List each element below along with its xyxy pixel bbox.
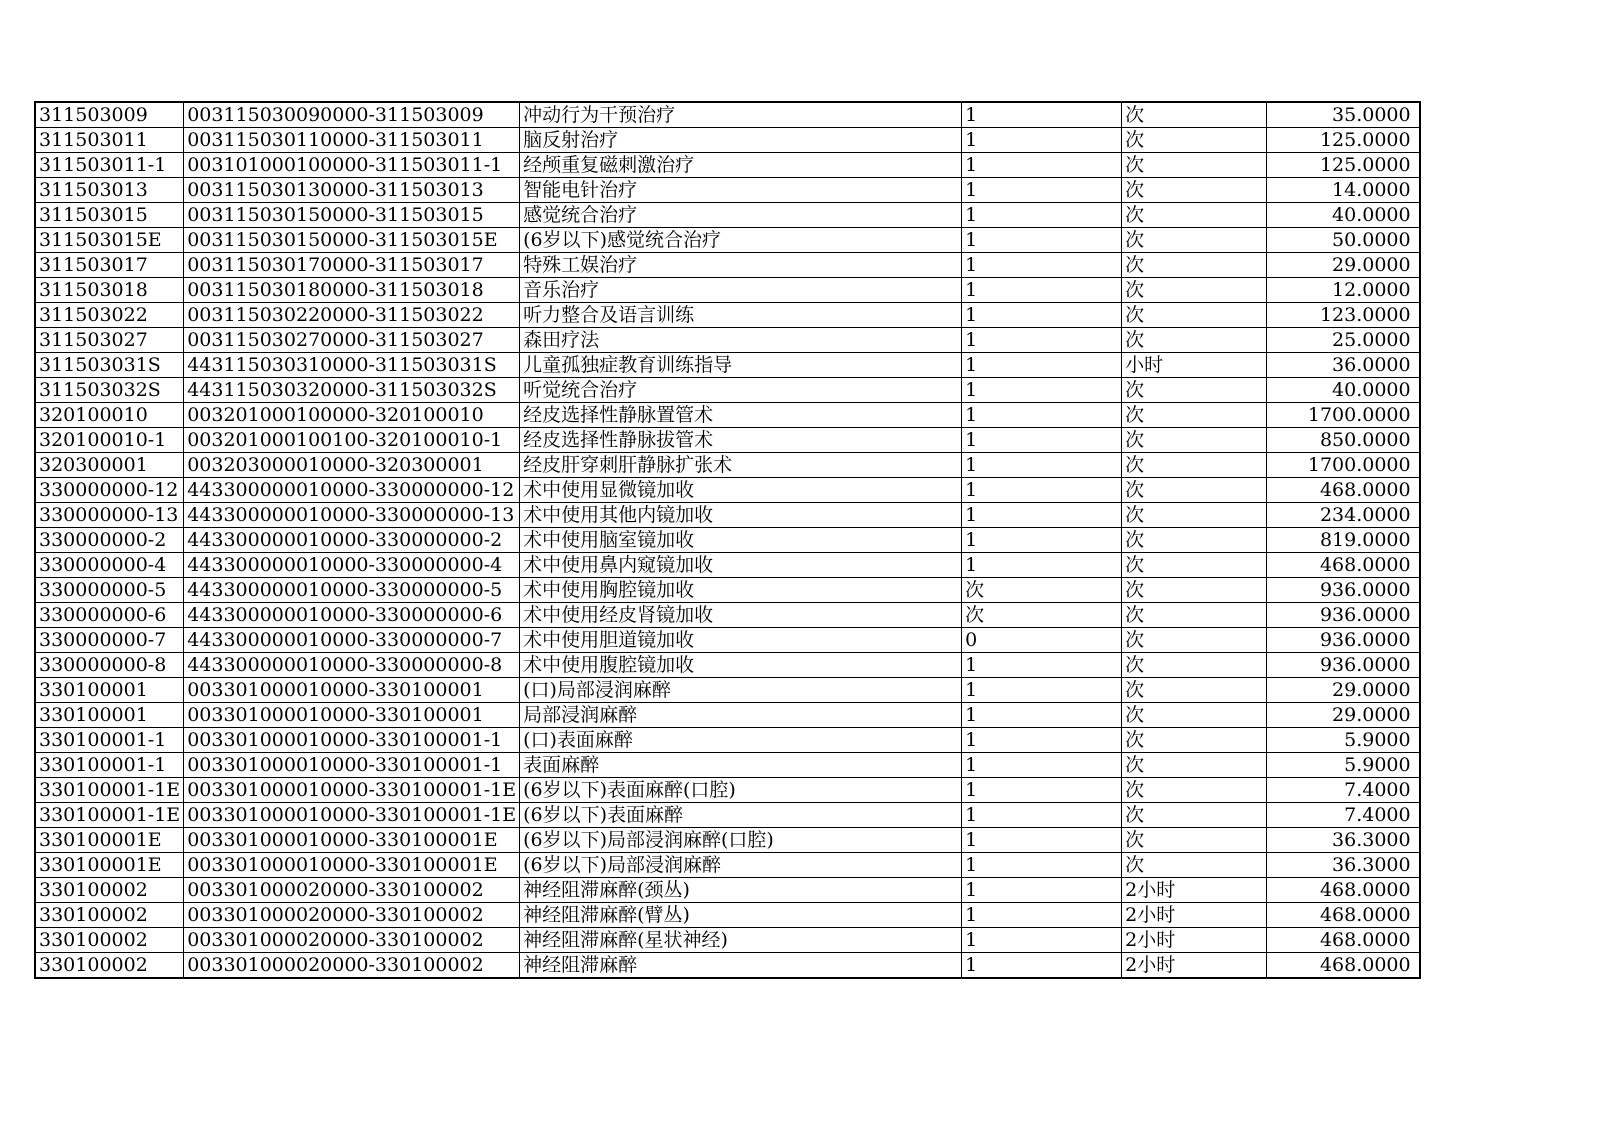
quantity-cell: 1	[962, 803, 1122, 828]
price-cell: 234.0000	[1267, 503, 1420, 528]
quantity-cell: 1	[962, 653, 1122, 678]
item-code-cell: 330000000-6	[35, 603, 184, 628]
item-code-cell: 311503009	[35, 102, 184, 128]
national-code-cell: 443300000010000-330000000-12	[184, 478, 520, 503]
national-code-cell: 003301000020000-330100002	[184, 928, 520, 953]
price-cell: 468.0000	[1267, 878, 1420, 903]
national-code-cell: 003301000010000-330100001-1E	[184, 778, 520, 803]
quantity-cell: 次	[962, 578, 1122, 603]
item-name-cell: 术中使用经皮肾镜加收	[520, 603, 962, 628]
quantity-cell: 1	[962, 553, 1122, 578]
unit-cell: 次	[1122, 203, 1267, 228]
national-code-cell: 003115030180000-311503018	[184, 278, 520, 303]
item-name-cell: (6岁以下)局部浸润麻醉	[520, 853, 962, 878]
price-cell: 936.0000	[1267, 653, 1420, 678]
unit-cell: 2小时	[1122, 878, 1267, 903]
unit-cell: 次	[1122, 553, 1267, 578]
table-row	[35, 903, 1420, 928]
item-name-cell: 经皮肝穿刺肝静脉扩张术	[520, 453, 962, 478]
unit-cell: 次	[1122, 178, 1267, 203]
national-code-cell: 443300000010000-330000000-7	[184, 628, 520, 653]
national-code-cell: 003301000020000-330100002	[184, 953, 520, 979]
price-cell: 123.0000	[1267, 303, 1420, 328]
unit-cell: 2小时	[1122, 953, 1267, 979]
national-code-cell: 443300000010000-330000000-5	[184, 578, 520, 603]
unit-cell: 次	[1122, 278, 1267, 303]
quantity-cell: 1	[962, 178, 1122, 203]
price-cell: 36.3000	[1267, 828, 1420, 853]
price-cell: 7.4000	[1267, 803, 1420, 828]
table-row	[35, 303, 1420, 328]
national-code-cell: 003115030090000-311503009	[184, 102, 520, 128]
item-code-cell: 311503013	[35, 178, 184, 203]
item-code-cell: 330100002	[35, 928, 184, 953]
quantity-cell: 1	[962, 853, 1122, 878]
item-code-cell: 330100001	[35, 678, 184, 703]
item-code-cell: 330100001-1E	[35, 778, 184, 803]
item-name-cell: 术中使用胸腔镜加收	[520, 578, 962, 603]
unit-cell: 次	[1122, 153, 1267, 178]
table-row	[35, 478, 1420, 503]
item-code-cell: 330000000-7	[35, 628, 184, 653]
item-name-cell: 神经阻滞麻醉	[520, 953, 962, 979]
item-name-cell: 术中使用脑室镜加收	[520, 528, 962, 553]
unit-cell: 次	[1122, 828, 1267, 853]
national-code-cell: 003115030170000-311503017	[184, 253, 520, 278]
item-code-cell: 311503015	[35, 203, 184, 228]
table-row	[35, 628, 1420, 653]
table-row	[35, 653, 1420, 678]
table-row	[35, 853, 1420, 878]
item-name-cell: (6岁以下)表面麻醉	[520, 803, 962, 828]
price-cell: 36.0000	[1267, 353, 1420, 378]
unit-cell: 次	[1122, 128, 1267, 153]
national-code-cell: 003101000100000-311503011-1	[184, 153, 520, 178]
unit-cell: 次	[1122, 678, 1267, 703]
item-code-cell: 320100010	[35, 403, 184, 428]
table-row	[35, 703, 1420, 728]
price-cell: 29.0000	[1267, 253, 1420, 278]
table-row	[35, 778, 1420, 803]
table-row	[35, 278, 1420, 303]
item-code-cell: 330000000-8	[35, 653, 184, 678]
quantity-cell: 1	[962, 728, 1122, 753]
unit-cell: 2小时	[1122, 928, 1267, 953]
item-name-cell: 术中使用显微镜加收	[520, 478, 962, 503]
item-name-cell: 术中使用腹腔镜加收	[520, 653, 962, 678]
item-code-cell: 311503011	[35, 128, 184, 153]
item-code-cell: 311503022	[35, 303, 184, 328]
price-cell: 40.0000	[1267, 203, 1420, 228]
table-row	[35, 878, 1420, 903]
national-code-cell: 443300000010000-330000000-6	[184, 603, 520, 628]
quantity-cell: 1	[962, 328, 1122, 353]
national-code-cell: 003301000020000-330100002	[184, 878, 520, 903]
unit-cell: 次	[1122, 303, 1267, 328]
item-name-cell: 术中使用鼻内窥镜加收	[520, 553, 962, 578]
price-cell: 468.0000	[1267, 953, 1420, 979]
price-cell: 468.0000	[1267, 928, 1420, 953]
item-code-cell: 330000000-12	[35, 478, 184, 503]
national-code-cell: 003201000100000-320100010	[184, 403, 520, 428]
unit-cell: 次	[1122, 453, 1267, 478]
quantity-cell: 0	[962, 628, 1122, 653]
table-row	[35, 178, 1420, 203]
item-code-cell: 330100002	[35, 903, 184, 928]
quantity-cell: 1	[962, 278, 1122, 303]
item-code-cell: 330100001E	[35, 828, 184, 853]
price-cell: 36.3000	[1267, 853, 1420, 878]
item-name-cell: 特殊工娱治疗	[520, 253, 962, 278]
item-name-cell: 儿童孤独症教育训练指导	[520, 353, 962, 378]
unit-cell: 次	[1122, 253, 1267, 278]
quantity-cell: 1	[962, 102, 1122, 128]
national-code-cell: 443300000010000-330000000-8	[184, 653, 520, 678]
item-code-cell: 330000000-4	[35, 553, 184, 578]
unit-cell: 次	[1122, 102, 1267, 128]
table-row	[35, 828, 1420, 853]
item-name-cell: (6岁以下)表面麻醉(口腔)	[520, 778, 962, 803]
national-code-cell: 003301000020000-330100002	[184, 903, 520, 928]
item-name-cell: 听力整合及语言训练	[520, 303, 962, 328]
national-code-cell: 443300000010000-330000000-13	[184, 503, 520, 528]
item-code-cell: 311503017	[35, 253, 184, 278]
quantity-cell: 1	[962, 703, 1122, 728]
item-code-cell: 311503032S	[35, 378, 184, 403]
price-cell: 936.0000	[1267, 603, 1420, 628]
quantity-cell: 1	[962, 203, 1122, 228]
quantity-cell: 1	[962, 503, 1122, 528]
quantity-cell: 1	[962, 303, 1122, 328]
national-code-cell: 003115030220000-311503022	[184, 303, 520, 328]
national-code-cell: 003203000010000-320300001	[184, 453, 520, 478]
quantity-cell: 次	[962, 603, 1122, 628]
unit-cell: 次	[1122, 528, 1267, 553]
table-row	[35, 578, 1420, 603]
table-row	[35, 953, 1420, 979]
unit-cell: 次	[1122, 653, 1267, 678]
quantity-cell: 1	[962, 528, 1122, 553]
item-name-cell: 感觉统合治疗	[520, 203, 962, 228]
table-row	[35, 428, 1420, 453]
item-code-cell: 330000000-2	[35, 528, 184, 553]
item-name-cell: 术中使用其他内镜加收	[520, 503, 962, 528]
quantity-cell: 1	[962, 353, 1122, 378]
item-code-cell: 311503031S	[35, 353, 184, 378]
price-cell: 29.0000	[1267, 703, 1420, 728]
item-code-cell: 311503015E	[35, 228, 184, 253]
item-code-cell: 320100010-1	[35, 428, 184, 453]
national-code-cell: 003115030110000-311503011	[184, 128, 520, 153]
unit-cell: 次	[1122, 578, 1267, 603]
unit-cell: 次	[1122, 478, 1267, 503]
price-cell: 936.0000	[1267, 628, 1420, 653]
unit-cell: 2小时	[1122, 903, 1267, 928]
national-code-cell: 003115030270000-311503027	[184, 328, 520, 353]
item-name-cell: (6岁以下)感觉统合治疗	[520, 228, 962, 253]
table-row	[35, 453, 1420, 478]
table-row	[35, 753, 1420, 778]
national-code-cell: 443300000010000-330000000-2	[184, 528, 520, 553]
table-row	[35, 803, 1420, 828]
price-cell: 850.0000	[1267, 428, 1420, 453]
unit-cell: 次	[1122, 728, 1267, 753]
national-code-cell: 003301000010000-330100001-1E	[184, 803, 520, 828]
national-code-cell: 003301000010000-330100001E	[184, 828, 520, 853]
table-row	[35, 102, 1420, 128]
price-cell: 468.0000	[1267, 903, 1420, 928]
price-cell: 7.4000	[1267, 778, 1420, 803]
table-body	[35, 102, 1420, 978]
price-cell: 29.0000	[1267, 678, 1420, 703]
item-name-cell: (口)局部浸润麻醉	[520, 678, 962, 703]
price-cell: 468.0000	[1267, 478, 1420, 503]
item-name-cell: 经皮选择性静脉置管术	[520, 403, 962, 428]
price-cell: 125.0000	[1267, 128, 1420, 153]
item-name-cell: (口)表面麻醉	[520, 728, 962, 753]
item-code-cell: 330100001E	[35, 853, 184, 878]
quantity-cell: 1	[962, 403, 1122, 428]
unit-cell: 次	[1122, 503, 1267, 528]
item-name-cell: 局部浸润麻醉	[520, 703, 962, 728]
national-code-cell: 003201000100100-320100010-1	[184, 428, 520, 453]
quantity-cell: 1	[962, 478, 1122, 503]
unit-cell: 小时	[1122, 353, 1267, 378]
price-cell: 468.0000	[1267, 553, 1420, 578]
national-code-cell: 003301000010000-330100001-1	[184, 728, 520, 753]
price-cell: 40.0000	[1267, 378, 1420, 403]
item-name-cell: 神经阻滞麻醉(臂丛)	[520, 903, 962, 928]
item-name-cell: 听觉统合治疗	[520, 378, 962, 403]
table-row	[35, 253, 1420, 278]
price-cell: 1700.0000	[1267, 453, 1420, 478]
table-row	[35, 378, 1420, 403]
unit-cell: 次	[1122, 753, 1267, 778]
national-code-cell: 003115030130000-311503013	[184, 178, 520, 203]
national-code-cell: 443300000010000-330000000-4	[184, 553, 520, 578]
item-name-cell: 神经阻滞麻醉(星状神经)	[520, 928, 962, 953]
national-code-cell: 003301000010000-330100001E	[184, 853, 520, 878]
quantity-cell: 1	[962, 878, 1122, 903]
quantity-cell: 1	[962, 228, 1122, 253]
item-name-cell: 脑反射治疗	[520, 128, 962, 153]
item-code-cell: 311503011-1	[35, 153, 184, 178]
quantity-cell: 1	[962, 928, 1122, 953]
unit-cell: 次	[1122, 403, 1267, 428]
item-code-cell: 311503027	[35, 328, 184, 353]
quantity-cell: 1	[962, 828, 1122, 853]
price-cell: 12.0000	[1267, 278, 1420, 303]
table-row	[35, 228, 1420, 253]
price-cell: 14.0000	[1267, 178, 1420, 203]
national-code-cell: 003115030150000-311503015	[184, 203, 520, 228]
unit-cell: 次	[1122, 603, 1267, 628]
quantity-cell: 1	[962, 453, 1122, 478]
national-code-cell: 003301000010000-330100001	[184, 678, 520, 703]
item-name-cell: 表面麻醉	[520, 753, 962, 778]
item-name-cell: 经皮选择性静脉拔管术	[520, 428, 962, 453]
item-code-cell: 330100001-1	[35, 728, 184, 753]
item-code-cell: 320300001	[35, 453, 184, 478]
item-code-cell: 330100001-1E	[35, 803, 184, 828]
table-row	[35, 528, 1420, 553]
quantity-cell: 1	[962, 903, 1122, 928]
table-row	[35, 128, 1420, 153]
price-table	[34, 101, 1421, 979]
quantity-cell: 1	[962, 128, 1122, 153]
item-name-cell: 智能电针治疗	[520, 178, 962, 203]
price-cell: 936.0000	[1267, 578, 1420, 603]
national-code-cell: 003301000010000-330100001	[184, 703, 520, 728]
item-code-cell: 330100001-1	[35, 753, 184, 778]
price-cell: 5.9000	[1267, 728, 1420, 753]
price-cell: 5.9000	[1267, 753, 1420, 778]
table-row	[35, 603, 1420, 628]
table-row	[35, 553, 1420, 578]
national-code-cell: 003301000010000-330100001-1	[184, 753, 520, 778]
item-code-cell: 330000000-13	[35, 503, 184, 528]
table-row	[35, 328, 1420, 353]
quantity-cell: 1	[962, 428, 1122, 453]
price-cell: 125.0000	[1267, 153, 1420, 178]
table-row	[35, 403, 1420, 428]
quantity-cell: 1	[962, 778, 1122, 803]
unit-cell: 次	[1122, 778, 1267, 803]
item-name-cell: 神经阻滞麻醉(颈丛)	[520, 878, 962, 903]
unit-cell: 次	[1122, 228, 1267, 253]
quantity-cell: 1	[962, 678, 1122, 703]
unit-cell: 次	[1122, 378, 1267, 403]
quantity-cell: 1	[962, 378, 1122, 403]
item-code-cell: 330100001	[35, 703, 184, 728]
price-cell: 819.0000	[1267, 528, 1420, 553]
item-name-cell: (6岁以下)局部浸润麻醉(口腔)	[520, 828, 962, 853]
national-code-cell: 003115030150000-311503015E	[184, 228, 520, 253]
unit-cell: 次	[1122, 803, 1267, 828]
table-row	[35, 353, 1420, 378]
item-code-cell: 311503018	[35, 278, 184, 303]
unit-cell: 次	[1122, 628, 1267, 653]
unit-cell: 次	[1122, 853, 1267, 878]
quantity-cell: 1	[962, 253, 1122, 278]
price-cell: 50.0000	[1267, 228, 1420, 253]
unit-cell: 次	[1122, 428, 1267, 453]
quantity-cell: 1	[962, 753, 1122, 778]
table-row	[35, 928, 1420, 953]
table-row	[35, 678, 1420, 703]
item-code-cell: 330100002	[35, 878, 184, 903]
table-row	[35, 203, 1420, 228]
item-name-cell: 音乐治疗	[520, 278, 962, 303]
quantity-cell: 1	[962, 953, 1122, 979]
unit-cell: 次	[1122, 703, 1267, 728]
table-row	[35, 153, 1420, 178]
price-cell: 1700.0000	[1267, 403, 1420, 428]
table-row	[35, 728, 1420, 753]
unit-cell: 次	[1122, 328, 1267, 353]
price-cell: 35.0000	[1267, 102, 1420, 128]
item-name-cell: 经颅重复磁刺激治疗	[520, 153, 962, 178]
item-code-cell: 330000000-5	[35, 578, 184, 603]
item-name-cell: 冲动行为干预治疗	[520, 102, 962, 128]
quantity-cell: 1	[962, 153, 1122, 178]
national-code-cell: 443115030310000-311503031S	[184, 353, 520, 378]
price-cell: 25.0000	[1267, 328, 1420, 353]
national-code-cell: 443115030320000-311503032S	[184, 378, 520, 403]
table-row	[35, 503, 1420, 528]
item-name-cell: 森田疗法	[520, 328, 962, 353]
item-code-cell: 330100002	[35, 953, 184, 979]
item-name-cell: 术中使用胆道镜加收	[520, 628, 962, 653]
